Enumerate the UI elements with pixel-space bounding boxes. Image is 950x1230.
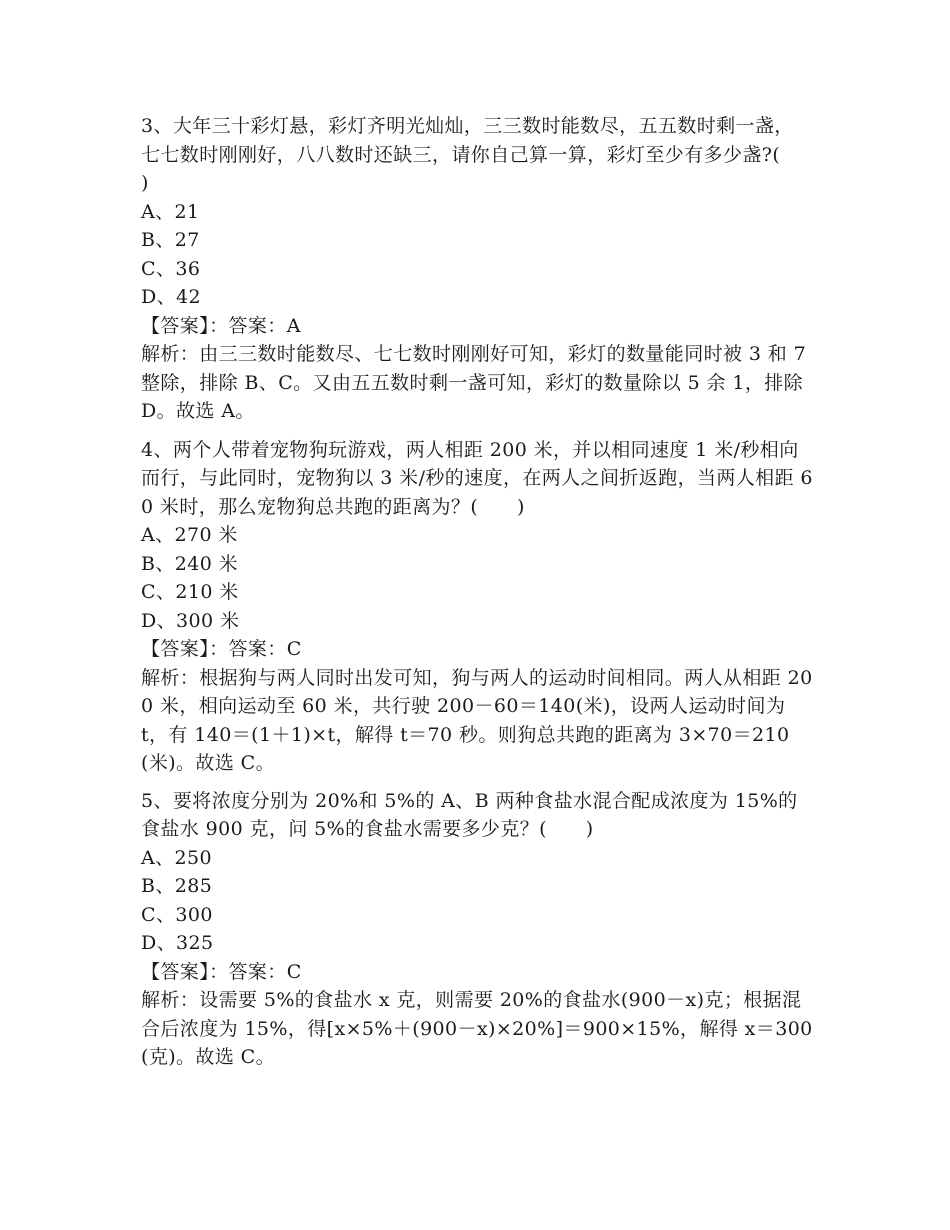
option-a: A、270 米	[141, 524, 238, 546]
answer-line: 【答案】：答案：C	[141, 638, 302, 660]
option-d: D、300 米	[141, 609, 240, 632]
option-c: C、300	[141, 903, 213, 926]
option-b: B、27	[141, 229, 200, 251]
answer-line: 【答案】：答案：C	[141, 960, 302, 983]
document-content	[141, 112, 820, 1081]
answer-line: 【答案】：答案：A	[141, 314, 301, 337]
explanation: 解析：根据狗与两人同时出发可知，狗与两人的运动时间相同。两人从相距 200 米，相向运动至 60 米，共行驶 200－60＝140(米)，设两人运动时间为 t，有 140＝(1＋1)×t，解得 t＝70 秒。则狗总共跑的距离为 3×70＝210(米)。故选 C。	[141, 666, 813, 774]
option-a: A、250	[141, 846, 212, 869]
question-stem: 4、两个人带着宠物狗玩游戏，两人相距 200 米，并以相同速度 1 米/秒相向而行，与此同时，宠物狗以 3 米/秒的速度，在两人之间折返跑，当两人相距 60 米时，那么宠物狗总共跑的距离为？( )	[141, 438, 813, 518]
option-b: B、285	[141, 875, 213, 897]
explanation: 解析：由三三数时能数尽、七七数时刚刚好可知，彩灯的数量能同时被 3 和 7 整除，排除 B、C。又由五五数时剩一盏可知，彩灯的数量除以 5 余 1，排除 D。故选 A。	[141, 343, 807, 422]
question-4	[141, 436, 813, 778]
option-a: A、21	[141, 200, 200, 223]
option-c: C、36	[141, 257, 201, 280]
question-stem: 5、要将浓度分别为 20%和 5%的 A、B 两种食盐水混合配成浓度为 15%的食盐水 900 克，问 5%的食盐水需要多少克？( )	[141, 789, 798, 840]
question-stem: 3、大年三十彩灯悬，彩灯齐明光灿灿，三三数时能数尽，五五数时剩一盏，七七数时刚刚好，八八数时还缺三，请你自己算一算，彩灯至少有多少盏?( )	[141, 115, 820, 194]
question-3	[141, 112, 820, 426]
question-5	[141, 787, 813, 1072]
explanation: 解析：设需要 5%的食盐水 x 克，则需要 20%的食盐水(900－x)克；根据混合后浓度为 15%，得[x×5%＋(900－x)×20%]＝900×15%，解得 x＝300(克)。故选 C。	[141, 989, 813, 1068]
option-d: D、325	[141, 932, 214, 954]
option-d: D、42	[141, 286, 202, 308]
option-c: C、210 米	[141, 581, 239, 603]
option-b: B、240 米	[141, 552, 239, 575]
